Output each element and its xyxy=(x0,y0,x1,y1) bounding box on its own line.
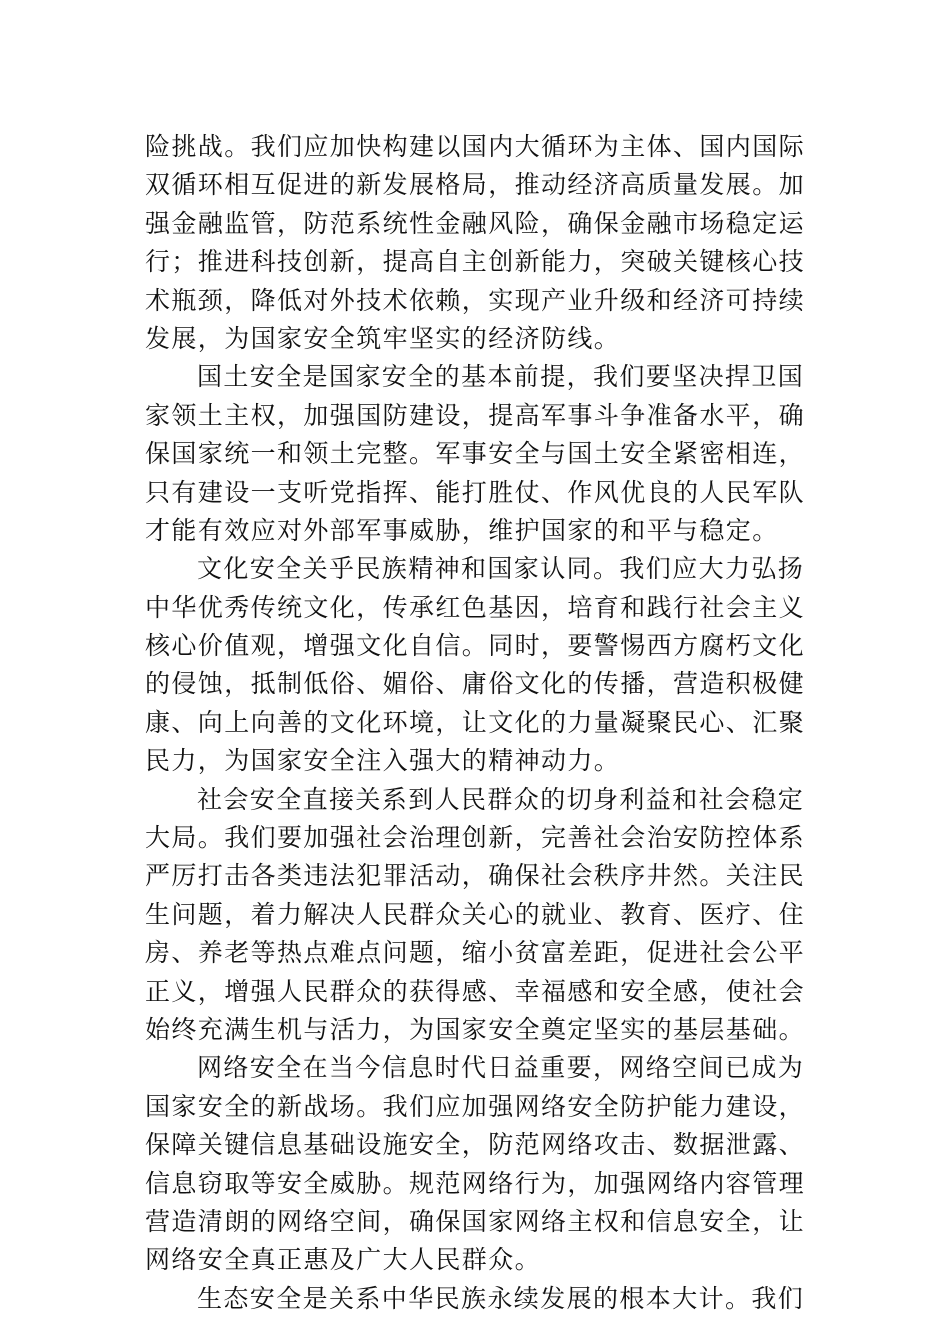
text-line: 国家安全的新战场。我们应加强网络安全防护能力建设， xyxy=(145,1091,806,1121)
text-line: 房、养老等热点难点问题，缩小贫富差距，促进社会公平 xyxy=(145,938,806,968)
text-line: 强金融监管，防范系统性金融风险，确保金融市场稳定运 xyxy=(145,208,806,238)
text-line: 生问题，着力解决人民群众关心的就业、教育、医疗、住 xyxy=(145,899,806,929)
paragraph-start-line: 生态安全是关系中华民族永续发展的根本大计。我们 xyxy=(197,1283,805,1313)
text-line: 发展，为国家安全筑牢坚实的经济防线。 xyxy=(145,323,621,353)
paragraph-start-line: 网络安全在当今信息时代日益重要，网络空间已成为 xyxy=(197,1053,805,1083)
text-line: 行；推进科技创新，提高自主创新能力，突破关键核心技 xyxy=(145,247,806,277)
paragraph-start-line: 国土安全是国家安全的基本前提，我们要坚决捍卫国 xyxy=(197,362,805,392)
text-line: 险挑战。我们应加快构建以国内大循环为主体、国内国际 xyxy=(145,132,806,161)
text-line: 核心价值观，增强文化自信。同时，要警惕西方腐朽文化 xyxy=(145,631,806,661)
paragraph-start-line: 社会安全直接关系到人民群众的切身利益和社会稳定 xyxy=(197,784,805,814)
text-line: 网络安全真正惠及广大人民群众。 xyxy=(145,1245,542,1275)
text-line: 双循环相互促进的新发展格局，推动经济高质量发展。加 xyxy=(145,170,806,200)
text-line: 正义，增强人民群众的获得感、幸福感和安全感，使社会 xyxy=(145,976,806,1006)
text-line: 只有建设一支听党指挥、能打胜仗、作风优良的人民军队 xyxy=(145,477,806,507)
text-line: 术瓶颈，降低对外技术依赖，实现产业升级和经济可持续 xyxy=(145,285,806,315)
text-line: 康、向上向善的文化环境，让文化的力量凝聚民心、汇聚 xyxy=(145,707,806,737)
text-line: 保国家统一和领土完整。军事安全与国土安全紧密相连， xyxy=(145,439,806,469)
paragraph-start-line: 文化安全关乎民族精神和国家认同。我们应大力弘扬 xyxy=(197,554,805,584)
text-line: 家领土主权，加强国防建设，提高军事斗争准备水平，确 xyxy=(145,400,806,430)
text-line: 才能有效应对外部军事威胁，维护国家的和平与稳定。 xyxy=(145,515,779,545)
body-text xyxy=(145,128,807,1318)
text-line: 民力，为国家安全注入强大的精神动力。 xyxy=(145,746,621,776)
text-line: 信息窃取等安全威胁。规范网络行为，加强网络内容管理 xyxy=(145,1168,806,1198)
text-line: 的侵蚀，抵制低俗、媚俗、庸俗文化的传播，营造积极健 xyxy=(145,669,806,699)
text-line: 始终充满生机与活力，为国家安全奠定坚实的基层基础。 xyxy=(145,1014,806,1044)
text-line: 大局。我们要加强社会治理创新，完善社会治安防控体系 xyxy=(145,823,806,853)
text-line: 营造清朗的网络空间，确保国家网络主权和信息安全，让 xyxy=(145,1206,806,1236)
text-line: 中华优秀传统文化，传承红色基因，培育和践行社会主义 xyxy=(145,592,806,622)
text-line: 严厉打击各类违法犯罪活动，确保社会秩序井然。关注民 xyxy=(145,861,806,891)
text-line: 保障关键信息基础设施安全，防范网络攻击、数据泄露、 xyxy=(145,1130,806,1160)
